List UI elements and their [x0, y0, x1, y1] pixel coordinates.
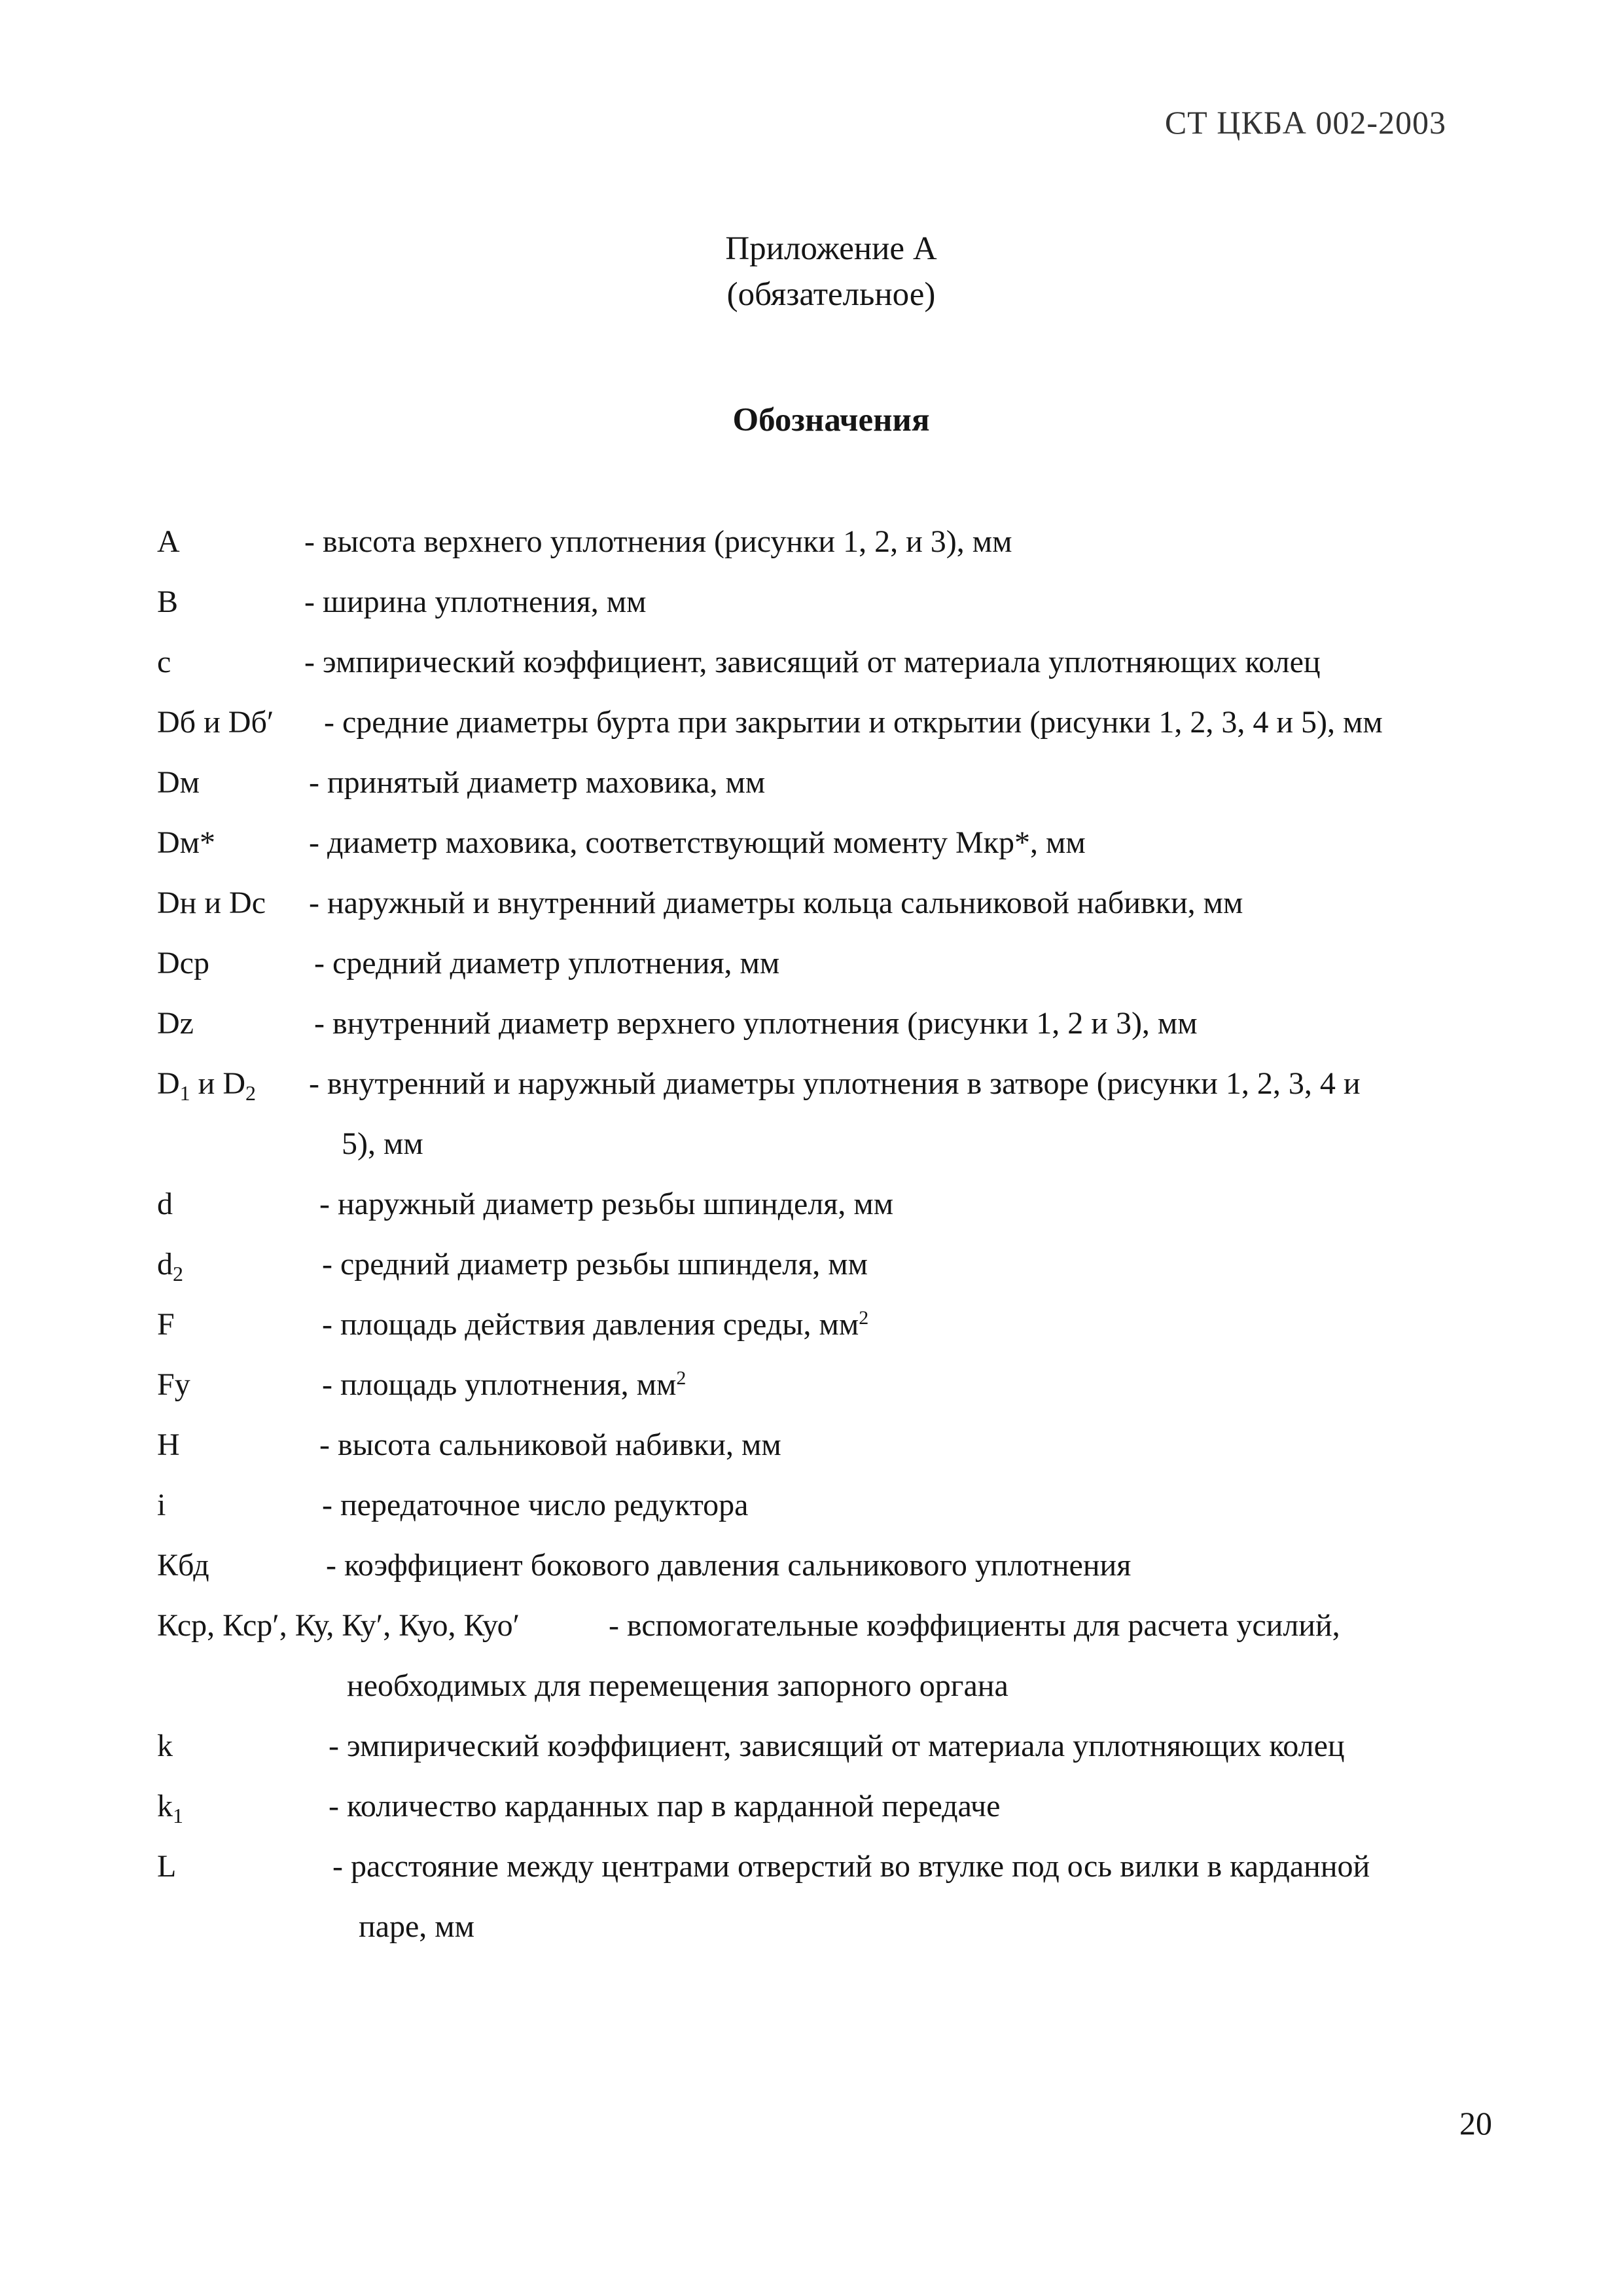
- entry-description: - вспомогательные коэффициенты для расчета усилий,: [609, 1608, 1340, 1643]
- symbol-subscript: 2: [173, 1262, 183, 1285]
- entry-symbol: Dн и Dс: [157, 886, 266, 920]
- entry-description: - внутренний диаметр верхнего уплотнения (рисунки 1, 2 и 3), мм: [314, 1006, 1198, 1041]
- entry-symbol: Кбд: [157, 1548, 209, 1583]
- document-code: СТ ЦКБА 002-2003: [1164, 104, 1446, 141]
- entry-text: - площадь действия давления среды, мм: [322, 1307, 859, 1342]
- page-number: 20: [1459, 2105, 1492, 2142]
- entry-symbol: H: [157, 1427, 180, 1462]
- entry-description: - внутренний и наружный диаметры уплотнения в затворе (рисунки 1, 2, 3, 4 и: [309, 1066, 1361, 1101]
- entry-description: - ширина уплотнения, мм: [304, 584, 647, 619]
- entry-description: [322, 1306, 868, 1343]
- entry-symbol: Dср: [157, 946, 209, 980]
- entry-description: - наружный и внутренний диаметры кольца сальниковой набивки, мм: [309, 886, 1243, 920]
- entry-description: - диаметр маховика, соответствующий моменту Мкр*, мм: [309, 825, 1086, 860]
- entry-description: - высота сальниковой набивки, мм: [319, 1427, 781, 1462]
- entry-description: - эмпирический коэффициент, зависящий от материала уплотняющих колец: [329, 1729, 1345, 1763]
- entry-description: - средний диаметр резьбы шпинделя, мм: [322, 1247, 868, 1282]
- entry-description: - средний диаметр уплотнения, мм: [314, 946, 780, 980]
- entry-symbol: k: [157, 1729, 173, 1763]
- entry-symbol: Кср, Кср′, Ку, Ку′, Куо, Куо′: [157, 1608, 520, 1643]
- section-heading: Обозначения: [732, 402, 930, 439]
- symbol-main: k: [157, 1789, 173, 1823]
- symbol-subscript: 1: [173, 1804, 183, 1827]
- entry-description: - передаточное число редуктора: [322, 1488, 749, 1522]
- entry-description: - высота верхнего уплотнения (рисунки 1, 2, и 3), мм: [304, 524, 1012, 559]
- entry-symbol: c: [157, 645, 171, 679]
- entry-description-continuation: паре, мм: [359, 1909, 475, 1944]
- entry-symbol: A: [157, 524, 180, 559]
- symbol-subscript: 2: [245, 1081, 257, 1105]
- appendix-title: Приложение А: [725, 230, 937, 267]
- symbol-main: D: [157, 1066, 180, 1101]
- entry-symbol: [157, 1246, 183, 1285]
- entry-description: - количество карданных пар в карданной передаче: [329, 1789, 1001, 1823]
- entry-symbol: L: [157, 1849, 177, 1884]
- entry-symbol: [157, 1066, 256, 1105]
- entry-symbol: Fу: [157, 1367, 190, 1402]
- entry-superscript: 2: [859, 1307, 869, 1329]
- entry-symbol: Dz: [157, 1006, 194, 1041]
- entry-description: - эмпирический коэффициент, зависящий от материала уплотняющих колец: [304, 645, 1321, 679]
- entry-description: - средние диаметры бурта при закрытии и открытии (рисунки 1, 2, 3, 4 и 5), мм: [324, 705, 1383, 740]
- entry-description-continuation: 5), мм: [342, 1126, 423, 1161]
- entry-superscript: 2: [676, 1367, 687, 1389]
- entry-description: [322, 1367, 686, 1403]
- entry-symbol: Dб и Dб′: [157, 705, 274, 740]
- entry-description: - коэффициент бокового давления сальникового уплотнения: [326, 1548, 1132, 1583]
- entry-description: - принятый диаметр маховика, мм: [309, 765, 766, 800]
- entry-symbol: [157, 1788, 183, 1827]
- symbol-subscript: 1: [179, 1081, 190, 1105]
- entry-symbol: B: [157, 584, 179, 619]
- symbol-middle: и D: [190, 1066, 246, 1101]
- appendix-status: (обязательное): [726, 276, 936, 313]
- entry-symbol: d: [157, 1187, 173, 1221]
- entry-symbol: Dм*: [157, 825, 216, 860]
- entry-description-continuation: необходимых для перемещения запорного органа: [347, 1668, 1008, 1703]
- entry-description: - расстояние между центрами отверстий во втулке под ось вилки в карданной: [332, 1849, 1370, 1884]
- entry-text: - площадь уплотнения, мм: [322, 1367, 677, 1402]
- entry-symbol: Dм: [157, 765, 200, 800]
- entry-description: - наружный диаметр резьбы шпинделя, мм: [319, 1187, 894, 1221]
- entry-symbol: F: [157, 1307, 175, 1342]
- symbol-main: d: [157, 1247, 173, 1282]
- entry-symbol: i: [157, 1488, 166, 1522]
